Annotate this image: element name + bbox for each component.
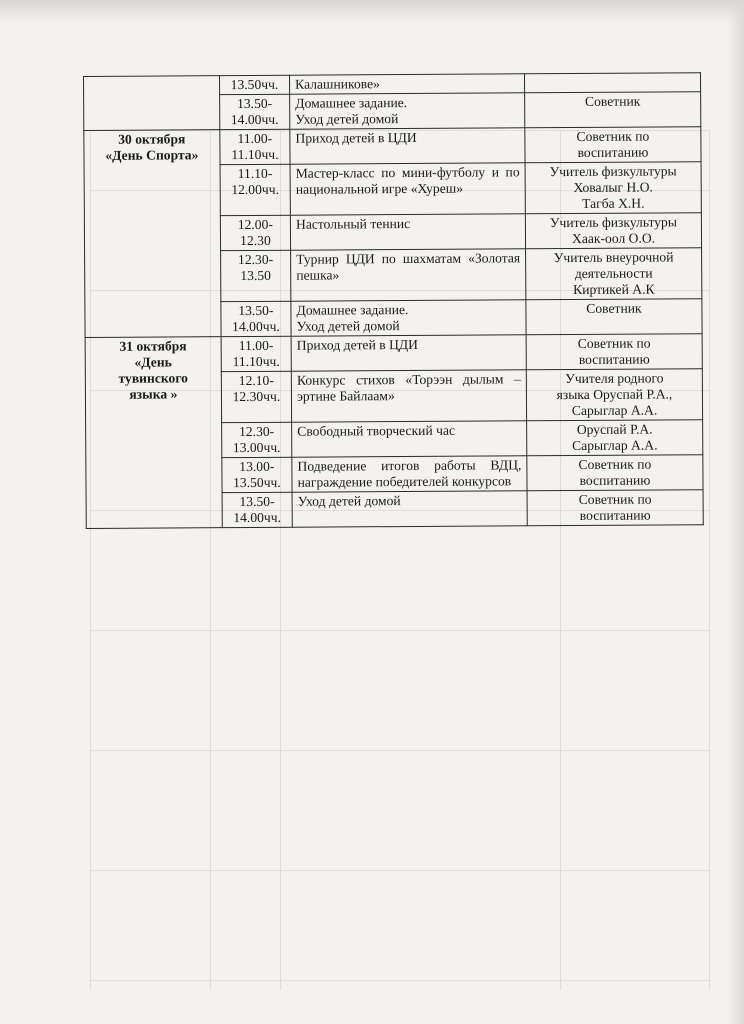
time-cell: 13.50чч. bbox=[219, 75, 289, 94]
responsible-cell: Учитель внеурочной деятельности Киртикей А.К bbox=[526, 248, 702, 300]
responsible-cell: Советник по воспитанию bbox=[527, 490, 703, 526]
scan-shadow-right bbox=[726, 0, 744, 1024]
activity-cell: Домашнее задание. Уход детей домой bbox=[290, 93, 525, 129]
responsible-cell: Учитель физкультуры Ховалыг Н.О. Тагба Х.Н. bbox=[525, 162, 701, 214]
activity-cell: Турнир ЦДИ по шахматам «Золотая пешка» bbox=[291, 249, 526, 301]
responsible-cell: Учитель физкультуры Хаак-оол О.О. bbox=[525, 213, 701, 249]
activity-cell: Уход детей домой bbox=[292, 491, 527, 527]
time-cell: 13.50- 14.00чч. bbox=[222, 492, 293, 527]
responsible-cell: Советник по воспитанию bbox=[527, 455, 703, 491]
time-cell: 12.10- 12.30чч. bbox=[221, 371, 292, 422]
time-cell: 12.30- 13.50 bbox=[220, 250, 291, 301]
activity-cell: Приход детей в ЦДИ bbox=[291, 335, 526, 371]
responsible-cell: Советник по воспитанию bbox=[525, 127, 701, 163]
activity-cell: Калашникове» bbox=[290, 74, 525, 94]
activity-cell: Подведение итогов работы ВДЦ, награждение победителей конкурсов bbox=[292, 456, 527, 492]
activity-cell: Приход детей в ЦДИ bbox=[290, 128, 525, 164]
responsible-cell bbox=[525, 73, 701, 93]
day-cell: 31 октября «День тувинского языка » bbox=[85, 337, 222, 529]
time-cell: 13.50- 14.00чч. bbox=[221, 301, 292, 336]
responsible-cell: Оруспай Р.А. Сарыглар А.А. bbox=[527, 420, 703, 456]
time-cell: 12.30- 13.00чч. bbox=[221, 422, 292, 457]
day-cell bbox=[84, 76, 220, 131]
table-row bbox=[85, 334, 702, 373]
time-cell: 13.50- 14.00чч. bbox=[219, 94, 290, 129]
activity-cell: Мастер-класс по мини-футболу и по национальной игре «Хуреш» bbox=[290, 163, 525, 215]
activity-cell: Домашнее задание. Уход детей домой bbox=[291, 300, 526, 336]
day-cell: 30 октября «День Спорта» bbox=[84, 130, 221, 338]
responsible-cell: Советник по воспитанию bbox=[526, 334, 702, 370]
responsible-cell: Советник bbox=[525, 92, 701, 128]
responsible-cell: Советник bbox=[526, 299, 702, 335]
schedule-table bbox=[83, 72, 704, 529]
activity-cell: Конкурс стихов «Торээн дылым – эртине Байлаам» bbox=[291, 370, 526, 422]
time-cell: 13.00- 13.50чч. bbox=[222, 457, 293, 492]
time-cell: 11.00- 11.10чч. bbox=[221, 336, 292, 371]
scan-shadow-top bbox=[0, 0, 744, 22]
activity-cell: Свободный творческий час bbox=[292, 421, 527, 457]
time-cell: 11.00- 11.10чч. bbox=[220, 129, 291, 164]
time-cell: 11.10- 12.00чч. bbox=[220, 164, 291, 215]
time-cell: 12.00- 12.30 bbox=[220, 215, 291, 250]
table-row bbox=[84, 127, 701, 166]
responsible-cell: Учителя родного языка Оруспай Р.А., Сарыглар А.А. bbox=[526, 369, 702, 421]
activity-cell: Настольный теннис bbox=[290, 214, 525, 250]
